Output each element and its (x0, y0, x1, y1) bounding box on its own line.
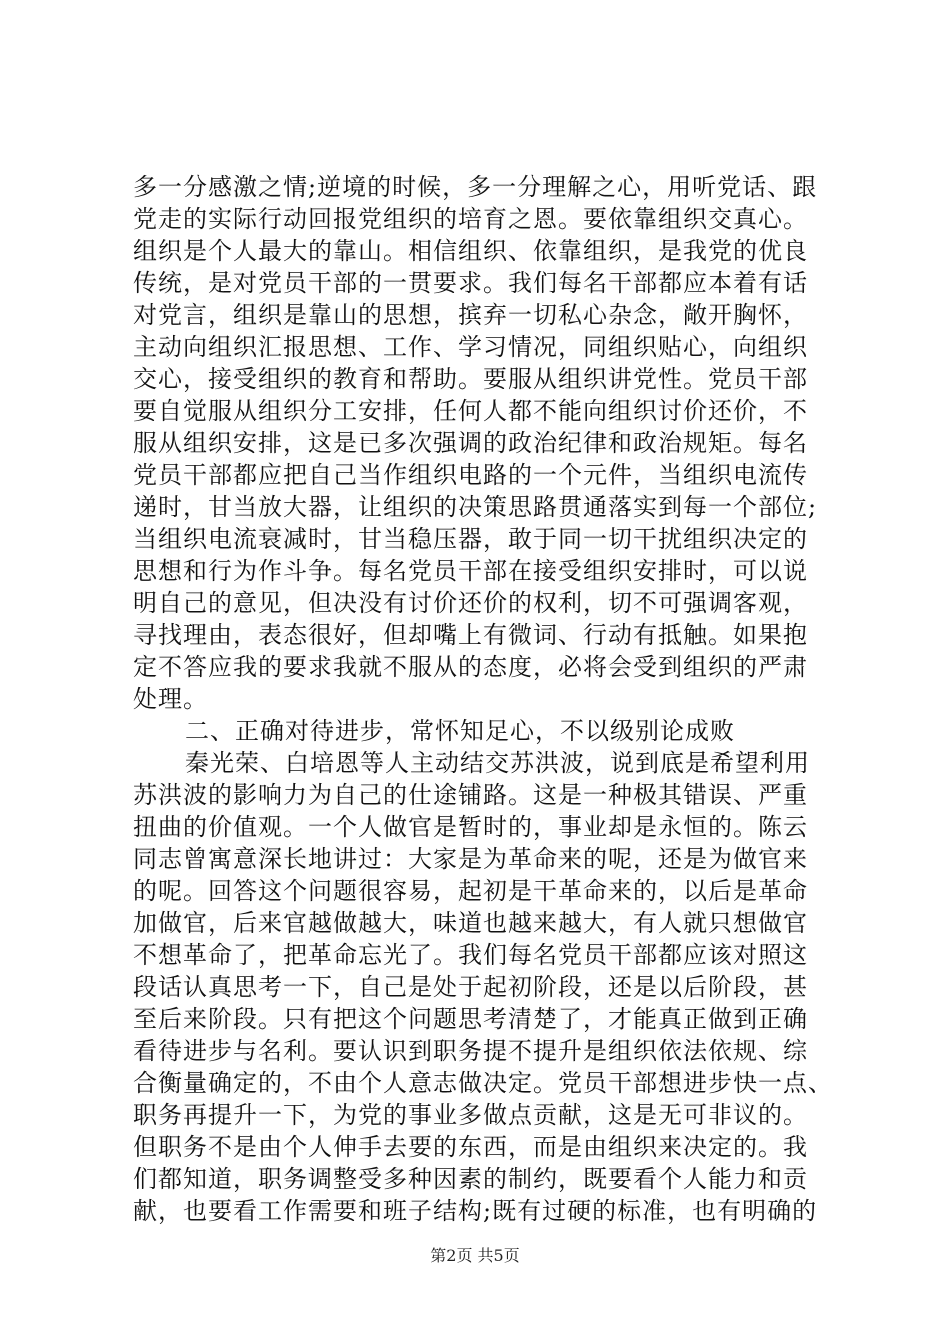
text-line: 寻找理由，表态很好，但却嘴上有微词、行动有抵触。如果抱 (133, 621, 808, 649)
text-line: 处理。 (133, 685, 208, 713)
text-line: 组织是个人最大的靠山。相信组织、依靠组织，是我党的优良 (133, 237, 808, 265)
text-line: 同志曾寓意深长地讲过：大家是为革命来的呢，还是为做官来 (133, 845, 808, 873)
section-heading: 二、正确对待进步，常怀知足心，不以级别论成败 (185, 717, 735, 745)
text-line: 要自觉服从组织分工安排，任何人都不能向组织讨价还价，不 (133, 397, 808, 425)
text-line: 不想革命了，把革命忘光了。我们每名党员干部都应该对照这 (133, 941, 808, 969)
text-line: 主动向组织汇报思想、工作、学习情况，同组织贴心，向组织 (133, 333, 808, 361)
text-line: 职务再提升一下，为党的事业多做点贡献，这是无可非议的。 (133, 1101, 808, 1129)
text-line: 定不答应我的要求我就不服从的态度，必将会受到组织的严肃 (133, 653, 808, 681)
text-line: 传统，是对党员干部的一贯要求。我们每名干部都应本着有话 (133, 269, 808, 297)
text-line: 献，也要看工作需要和班子结构;既有过硬的标准，也有明确的 (133, 1197, 818, 1225)
text-line: 递时，甘当放大器，让组织的决策思路贯通落实到每一个部位; (133, 493, 818, 521)
text-line: 们都知道，职务调整受多种因素的制约，既要看个人能力和贡 (133, 1165, 808, 1193)
text-line: 当组织电流衰减时，甘当稳压器，敢于同一切干扰组织决定的 (133, 525, 808, 553)
text-line: 对党言，组织是靠山的思想，摈弃一切私心杂念，敞开胸怀， (133, 301, 808, 329)
page-number-footer: 第2页 共5页 (430, 1246, 520, 1265)
text-line: 扭曲的价值观。一个人做官是暂时的，事业却是永恒的。陈云 (133, 813, 808, 841)
text-line: 苏洪波的影响力为自己的仕途铺路。这是一种极其错误、严重 (133, 781, 808, 809)
text-line: 加做官，后来官越做越大，味道也越来越大，有人就只想做官 (133, 909, 808, 937)
text-line: 至后来阶段。只有把这个问题思考清楚了，才能真正做到正确 (133, 1005, 808, 1033)
text-line: 党员干部都应把自己当作组织电路的一个元件，当组织电流传 (133, 461, 808, 489)
text-line: 思想和行为作斗争。每名党员干部在接受组织安排时，可以说 (133, 557, 808, 585)
text-line: 合衡量确定的，不由个人意志做决定。党员干部想进步快一点、 (133, 1069, 833, 1097)
text-line: 的呢。回答这个问题很容易，起初是干革命来的，以后是革命 (133, 877, 808, 905)
text-line: 多一分感激之情;逆境的时候，多一分理解之心，用听党话、跟 (133, 173, 818, 201)
text-line: 秦光荣、白培恩等人主动结交苏洪波，说到底是希望利用 (185, 749, 810, 777)
text-line: 段话认真思考一下，自己是处于起初阶段，还是以后阶段，甚 (133, 973, 808, 1001)
text-line: 服从组织安排，这是已多次强调的政治纪律和政治规矩。每名 (133, 429, 808, 457)
text-line: 看待进步与名利。要认识到职务提不提升是组织依法依规、综 (133, 1037, 808, 1065)
text-line: 但职务不是由个人伸手去要的东西，而是由组织来决定的。我 (133, 1133, 808, 1161)
body-text (133, 171, 853, 1227)
text-line: 交心，接受组织的教育和帮助。要服从组织讲党性。党员干部 (133, 365, 808, 393)
text-line: 明自己的意见，但决没有讨价还价的权利，切不可强调客观， (133, 589, 808, 617)
text-line: 党走的实际行动回报党组织的培育之恩。要依靠组织交真心。 (133, 205, 808, 233)
